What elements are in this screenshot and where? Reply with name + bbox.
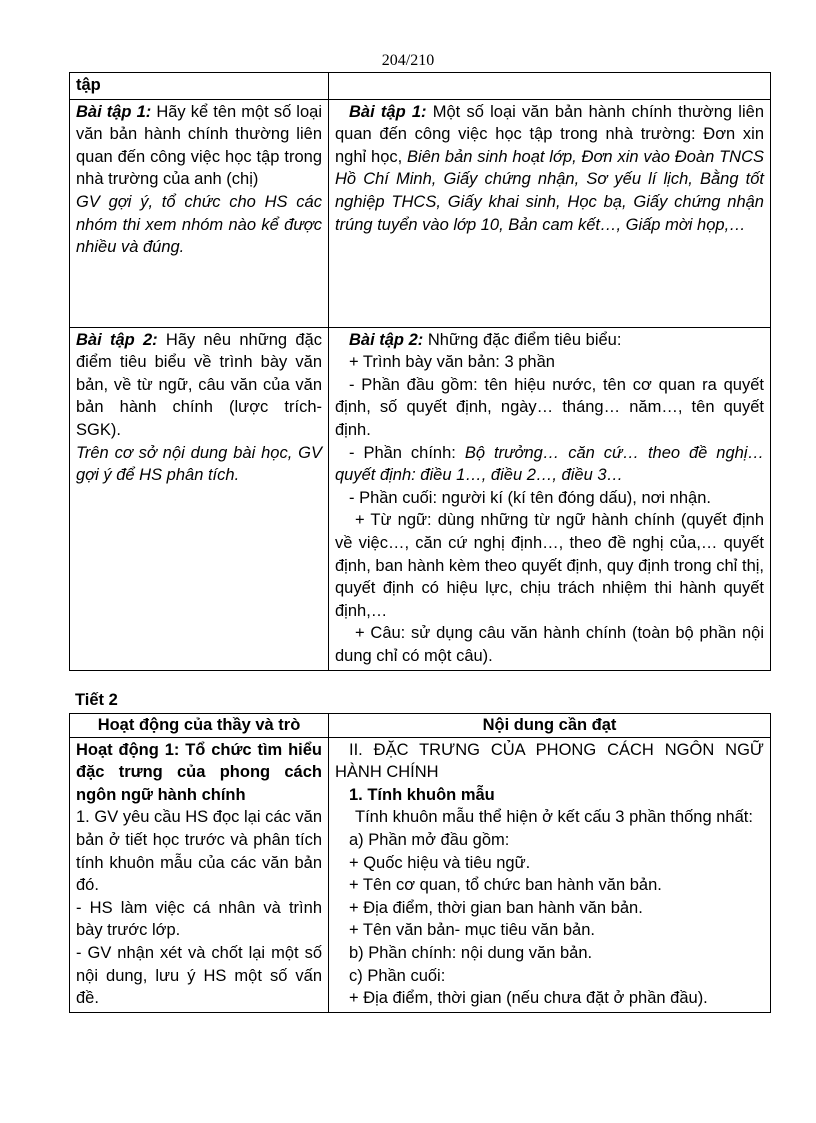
answer-line: - Phần cuối: người kí (kí tên đóng dấu), nơi nhận. — [349, 488, 711, 507]
content-item: + Tên cơ quan, tổ chức ban hành văn bản. — [349, 876, 662, 895]
content-item: a) Phần mở đầu gồm: — [349, 830, 510, 849]
activity-step: 1. GV yêu cầu HS đọc lại các văn bản ở tiết học trước và phân tích tính khuôn mẫu của các văn bản đó. — [76, 808, 322, 895]
activity-title: Hoạt động 1: Tổ chức tìm hiểu đặc trưng của phong cách ngôn ngữ hành chính — [76, 740, 322, 804]
content-item: b) Phần chính: nội dung văn bản. — [349, 943, 593, 962]
cell-empty — [329, 73, 771, 100]
exercise-1-answer-text: Một số loại văn bản hành chính thường liên quan đến công việc học tập trong nhà trường: Đơn xin nghỉ học, — [335, 102, 764, 166]
lesson-table-1 — [69, 72, 771, 671]
answer-line: + Câu: sử dụng câu văn hành chính (toàn bộ phần nội dung chỉ có một câu). — [335, 624, 764, 665]
exercise-2-question: Hãy nêu những đặc điểm tiêu biểu về trình bày văn bản, về từ ngữ, câu văn của văn bản hành chính (lược trích- SGK). — [76, 330, 322, 439]
activity-cell — [70, 737, 329, 1012]
content-subheading: 1. Tính khuôn mẫu — [349, 785, 495, 804]
lesson-table-2 — [69, 713, 771, 1013]
exercise-2-answer — [329, 327, 771, 670]
exercise-2-teacher-note: Trên cơ sở nội dung bài học, GV gợi ý để HS phân tích. — [76, 443, 322, 485]
table-header-row — [70, 714, 771, 738]
content-item: + Địa điểm, thời gian ban hành văn bản. — [349, 898, 643, 917]
activity-step: - HS làm việc cá nhân và trình bày trước lớp. — [76, 898, 322, 940]
exercise-1-teacher-note: GV gợi ý, tổ chức cho HS các nhóm thi xem nhóm nào kể được nhiều và đúng. — [76, 192, 322, 257]
answer-line: + Trình bày văn bản: 3 phần — [349, 353, 555, 372]
activity-step: - GV nhận xét và chốt lại một số nội dung, lưu ý HS một số vấn đề. — [76, 943, 322, 1008]
content-cell — [329, 737, 771, 1012]
content-item: + Quốc hiệu và tiêu ngữ. — [349, 853, 531, 872]
exercise-2-label: Bài tập 2: — [76, 330, 158, 349]
exercise-2-prompt — [70, 327, 329, 670]
exercise-1-answer-label: Bài tập 1: — [349, 102, 427, 121]
table-row — [70, 73, 771, 100]
answer-line: - Phần đầu gồm: tên hiệu nước, tên cơ quan ra quyết định, số quyết định, ngày… tháng… năm…, tên quyết định. — [335, 375, 764, 439]
section-title: Tiết 2 — [75, 691, 118, 709]
answer-line-italic: Bộ trưởng… căn cứ… theo đề nghị… quyết định: điều 1…, điều 2…, điều 3… — [335, 443, 764, 485]
content-item: c) Phần cuối: — [349, 966, 446, 985]
exercise-1-answer — [329, 99, 771, 327]
content-intro: Tính khuôn mẫu thể hiện ở kết cấu 3 phần thống nhất: — [355, 808, 753, 827]
table-row — [70, 99, 771, 327]
exercise-1-answer-list: Biên bản sinh hoạt lớp, Đơn xin vào Đoàn TNCS Hồ Chí Minh, Giấy chứng nhận, Sơ yếu lí lịch, Bằng tốt nghiệp THCS, Giấy khai sinh, Học bạ, Giấy chứng nhận trúng tuyển vào lớp 10, Bản cam kết…, Giấp mời họp,… — [335, 147, 764, 234]
page-number: 204/210 — [381, 52, 435, 69]
exercise-1-question: Hãy kể tên một số loại văn bản hành chính thường liên quan đến công việc học tập trong nhà trường của anh (chị) — [76, 102, 322, 189]
column-header-activities: Hoạt động của thầy và trò — [70, 714, 329, 738]
content-heading: II. ĐẶC TRƯNG CỦA PHONG CÁCH NGÔN NGỮ HÀNH CHÍNH — [335, 740, 764, 782]
exercise-1-label: Bài tập 1: — [76, 102, 152, 121]
content-item: + Tên văn bản- mục tiêu văn bản. — [349, 921, 595, 940]
answer-line: - Phần chính: — [349, 443, 465, 462]
content-item: + Địa điểm, thời gian (nếu chưa đặt ở phần đầu). — [349, 989, 708, 1008]
table-row — [70, 737, 771, 1012]
exercise-2-answer-intro: Những đặc điểm tiêu biểu: — [423, 330, 622, 349]
table-row — [70, 327, 771, 670]
exercise-1-prompt — [70, 99, 329, 327]
exercise-2-answer-label: Bài tập 2: — [349, 330, 424, 349]
answer-line: + Từ ngữ: dùng những từ ngữ hành chính (quyết định về việc…, căn cứ nghị định…, theo đề nghị của,… quyết định, ban hành kèm theo quyết định, quy định trong chỉ thị, quyết định có hiệu lực, chịu trách nhiệm thi hành quyết định,… — [335, 511, 764, 620]
column-header-content: Nội dung cần đạt — [329, 714, 771, 738]
cell-continuation: tập — [70, 73, 329, 100]
